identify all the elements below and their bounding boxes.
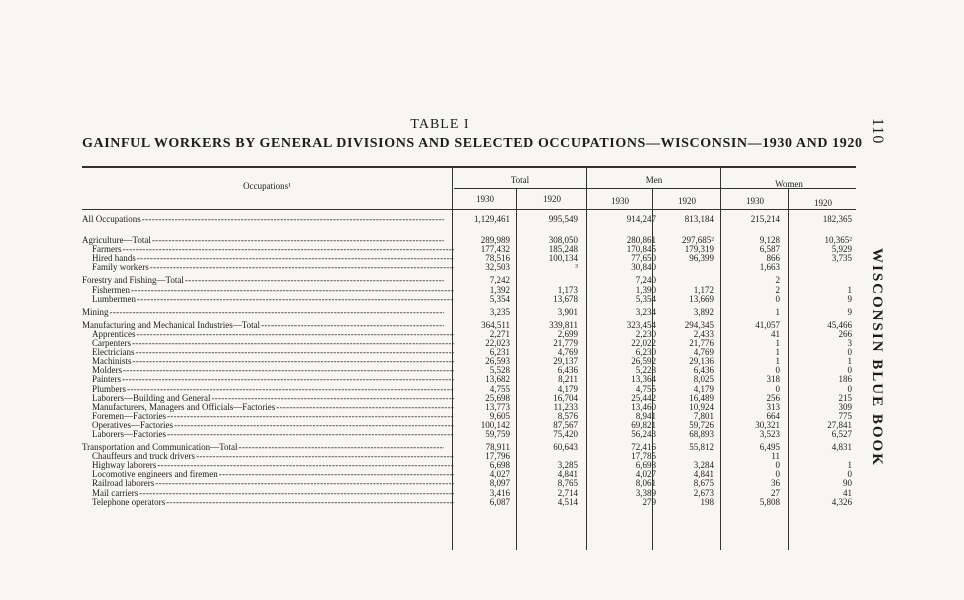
value-cell: 4,027: [635, 469, 656, 480]
value-cell: 3,901: [557, 306, 578, 317]
value-cell: 56,243: [631, 428, 656, 439]
table-row: [82, 385, 862, 394]
value-cell: 3,523: [759, 428, 780, 439]
table-row: [82, 375, 862, 384]
occupation-label: Electricians -----: [82, 348, 454, 357]
value-cell: 5,354: [635, 293, 656, 304]
value-cell: 17,796: [485, 451, 510, 462]
occupation-label: Agriculture—Total -----: [82, 236, 444, 245]
value-cell: 13,364: [631, 374, 656, 385]
table-row: [82, 489, 862, 498]
occupation-label: All Occupations -----: [82, 215, 444, 224]
value-cell: 3: [847, 338, 852, 349]
value-cell: 179,319: [684, 244, 714, 255]
table-row: [82, 403, 862, 412]
value-cell: 8,097: [489, 478, 510, 489]
value-cell: 0: [775, 460, 780, 471]
value-cell: 22,023: [485, 338, 510, 349]
value-cell: 3,284: [693, 460, 714, 471]
value-cell: 177,432: [480, 244, 510, 255]
value-cell: 90: [843, 478, 852, 489]
header-women: Women: [775, 179, 803, 189]
value-cell: 215,214: [750, 214, 780, 224]
table-title: GAINFUL WORKERS BY GENERAL DIVISIONS AND SELECTED OCCUPATIONS—WISCONSIN—1930 AND 1920: [82, 136, 863, 151]
occupation-label: Fishermen -----: [82, 286, 454, 295]
value-cell: 4,841: [557, 469, 578, 480]
value-cell: 5,929: [831, 244, 852, 255]
value-cell: 13,682: [485, 374, 510, 385]
value-cell: 41,057: [755, 319, 780, 330]
occupation-label: Highway laborers -----: [82, 461, 454, 470]
table-row: [82, 479, 862, 488]
occupation-label: Telephone operators -----: [82, 498, 454, 507]
value-cell: 13,678: [553, 293, 578, 304]
running-head: WISCONSIN BLUE BOOK: [869, 248, 885, 467]
header-year: 1930: [611, 196, 629, 206]
value-cell: 2,699: [557, 328, 578, 339]
value-cell: 5,228: [635, 365, 656, 376]
header-year: 1920: [814, 198, 832, 208]
value-cell: 16,489: [689, 392, 714, 403]
value-cell: 0: [775, 383, 780, 394]
value-cell: 30,321: [755, 419, 780, 430]
value-cell: 6,436: [557, 365, 578, 376]
value-cell: 185,248: [548, 244, 578, 255]
value-cell: 1,172: [693, 284, 714, 295]
value-cell: 25,698: [485, 392, 510, 403]
value-cell: 5,528: [489, 365, 510, 376]
value-cell: 8,025: [693, 374, 714, 385]
occupation-label: Laborers—Building and General -----: [82, 394, 454, 403]
value-cell: 1,173: [557, 284, 578, 295]
occupation-label: Transportation and Communication—Total -----: [82, 443, 444, 452]
value-cell: 4,755: [635, 383, 656, 394]
occupation-label: Apprentices -----: [82, 330, 454, 339]
table-row: [82, 321, 862, 330]
value-cell: 2,433: [693, 328, 714, 339]
table-row: [82, 286, 862, 295]
table-row: [82, 461, 862, 470]
value-cell: 6,230: [635, 347, 656, 358]
value-cell: 4,769: [693, 347, 714, 358]
value-cell: 0: [847, 383, 852, 394]
table-row: [82, 412, 862, 421]
value-cell: 5,354: [489, 293, 510, 304]
value-cell: 3,234: [635, 306, 656, 317]
value-cell: 29,137: [553, 356, 578, 367]
value-cell: 1: [775, 338, 780, 349]
value-cell: 8,941: [635, 410, 656, 421]
value-cell: 4,027: [489, 469, 510, 480]
value-cell: 3,235: [489, 306, 510, 317]
value-cell: 100,142: [480, 419, 510, 430]
value-cell: 9,128: [759, 235, 780, 246]
table-row: [82, 276, 862, 285]
table-row: [82, 263, 862, 272]
value-cell: 41: [843, 487, 852, 498]
occupation-label: Mail carriers -----: [82, 489, 454, 498]
value-cell: 2,230: [635, 328, 656, 339]
value-cell: 3,735: [831, 253, 852, 264]
value-cell: 3,892: [693, 306, 714, 317]
value-cell: 309: [838, 401, 852, 412]
value-cell: 3,389: [635, 487, 656, 498]
value-cell: 78,516: [485, 253, 510, 264]
header-total: Total: [510, 175, 530, 185]
value-cell: 7,801: [693, 410, 714, 421]
table-row: [82, 245, 862, 254]
value-cell: 9: [847, 293, 852, 304]
value-cell: 59,759: [485, 428, 510, 439]
value-cell: 27: [771, 487, 780, 498]
value-cell: 0: [847, 347, 852, 358]
header-men: Men: [645, 175, 663, 185]
value-cell: 5,808: [759, 496, 780, 507]
value-cell: 2: [775, 284, 780, 295]
value-cell: 100,134: [548, 253, 578, 264]
table-row: [82, 215, 862, 224]
value-cell: 995,549: [548, 214, 578, 224]
table-row: [82, 430, 862, 439]
value-cell: 186: [838, 374, 852, 385]
occupation-label: Machinists -----: [82, 357, 454, 366]
table-row: [82, 421, 862, 430]
value-cell: 1,390: [635, 284, 656, 295]
header-year: 1930: [476, 194, 494, 204]
table-row: [82, 366, 862, 375]
value-cell: 6,087: [489, 496, 510, 507]
header-top-rule: [82, 166, 856, 168]
value-cell: 59,726: [689, 419, 714, 430]
value-cell: 45,466: [827, 319, 852, 330]
value-cell: 7,240: [635, 275, 656, 286]
value-cell: 6,495: [759, 442, 780, 453]
value-cell: ³: [575, 262, 578, 273]
table-body: [82, 209, 862, 507]
value-cell: 7,242: [489, 275, 510, 286]
value-cell: 4,326: [831, 496, 852, 507]
value-cell: 21,776: [689, 338, 714, 349]
value-cell: 21,779: [553, 338, 578, 349]
table-row: [82, 330, 862, 339]
value-cell: 9: [847, 306, 852, 317]
occupation-label: Laborers—Factories -----: [82, 430, 454, 439]
value-cell: 26,592: [631, 356, 656, 367]
value-cell: 22,022: [631, 338, 656, 349]
occupation-label: Forestry and Fishing—Total -----: [82, 276, 444, 285]
value-cell: 8,576: [557, 410, 578, 421]
occupation-label: Molders -----: [82, 366, 454, 375]
value-cell: 11,233: [553, 401, 578, 412]
table-row: [82, 470, 862, 479]
value-cell: 279: [642, 496, 656, 507]
value-cell: 4,831: [831, 442, 852, 453]
occupation-label: Farmers -----: [82, 245, 454, 254]
value-cell: 69,821: [631, 419, 656, 430]
value-cell: 6,587: [759, 244, 780, 255]
value-cell: 29,136: [689, 356, 714, 367]
value-cell: 3,285: [557, 460, 578, 471]
page-number: 110: [869, 118, 886, 145]
value-cell: 26,593: [485, 356, 510, 367]
value-cell: 215: [838, 392, 852, 403]
value-cell: 25,442: [631, 392, 656, 403]
value-cell: 914,247: [626, 214, 656, 224]
value-cell: 775: [838, 410, 852, 421]
table-label: TABLE I: [410, 117, 470, 132]
header-year: 1920: [543, 194, 561, 204]
value-cell: 6,698: [635, 460, 656, 471]
occupation-label: Mining -----: [82, 308, 444, 317]
value-cell: 75,420: [553, 428, 578, 439]
value-cell: 1: [847, 284, 852, 295]
value-cell: 0: [775, 365, 780, 376]
value-cell: 2,271: [489, 328, 510, 339]
value-cell: 2,673: [693, 487, 714, 498]
value-cell: 664: [766, 410, 780, 421]
value-cell: 280,861: [626, 235, 656, 246]
table-row: [82, 236, 862, 245]
value-cell: 27,841: [827, 419, 852, 430]
value-cell: 313: [766, 401, 780, 412]
value-cell: 55,812: [689, 442, 714, 453]
value-cell: 78,911: [485, 442, 510, 453]
value-cell: 364,511: [481, 319, 510, 330]
table-row: [82, 452, 862, 461]
occupation-label: Operatives—Factories -----: [82, 421, 454, 430]
value-cell: 1,663: [759, 262, 780, 273]
value-cell: 41: [771, 328, 780, 339]
value-cell: 4,841: [693, 469, 714, 480]
occupation-label: Plumbers -----: [82, 385, 454, 394]
value-cell: 4,769: [557, 347, 578, 358]
value-cell: 2: [775, 275, 780, 286]
value-cell: 0: [775, 469, 780, 480]
value-cell: 318: [766, 374, 780, 385]
header-occupations: Occupations¹: [243, 181, 291, 191]
table-row: [82, 348, 862, 357]
value-cell: 77,650: [631, 253, 656, 264]
value-cell: 0: [775, 293, 780, 304]
value-cell: 4,179: [693, 383, 714, 394]
occupation-label: Locomotive engineers and firemen -----: [82, 470, 454, 479]
table-row: [82, 254, 862, 263]
value-cell: 10,924: [689, 401, 714, 412]
value-cell: 10,365²: [824, 235, 852, 246]
value-cell: 1: [775, 356, 780, 367]
value-cell: 3,416: [489, 487, 510, 498]
occupation-label: Manufacturers, Managers and Officials—Factories -----: [82, 403, 454, 412]
value-cell: 1,129,461: [474, 214, 510, 224]
table-row: [82, 357, 862, 366]
occupation-label: Family workers -----: [82, 263, 454, 272]
value-cell: 0: [847, 469, 852, 480]
table-row: [82, 339, 862, 348]
table-row: [82, 394, 862, 403]
value-cell: 8,765: [557, 478, 578, 489]
value-cell: 308,050: [548, 235, 578, 246]
occupation-label: Hired hands -----: [82, 254, 454, 263]
value-cell: 4,514: [557, 496, 578, 507]
occupation-label: Lumbermen -----: [82, 295, 454, 304]
value-cell: 13,460: [631, 401, 656, 412]
value-cell: 17,785: [631, 451, 656, 462]
value-cell: 866: [766, 253, 780, 264]
value-cell: 1: [775, 347, 780, 358]
occupation-label: Painters -----: [82, 375, 454, 384]
value-cell: 11: [771, 451, 780, 462]
value-cell: 6,698: [489, 460, 510, 471]
value-cell: 266: [838, 328, 852, 339]
value-cell: 6,231: [489, 347, 510, 358]
table-row: [82, 498, 862, 507]
value-cell: 2,714: [557, 487, 578, 498]
value-cell: 30,840: [631, 262, 656, 273]
value-cell: 170,845: [626, 244, 656, 255]
value-cell: 4,755: [489, 383, 510, 394]
value-cell: 1: [847, 356, 852, 367]
value-cell: 32,503: [485, 262, 510, 273]
value-cell: 256: [766, 392, 780, 403]
value-cell: 96,399: [689, 253, 714, 264]
occupation-label: Chauffeurs and truck drivers -----: [82, 452, 454, 461]
value-cell: 1: [775, 306, 780, 317]
occupation-label: Foremen—Factories -----: [82, 412, 454, 421]
value-cell: 182,365: [822, 214, 852, 224]
value-cell: 813,184: [684, 214, 714, 224]
value-cell: 1: [847, 460, 852, 471]
occupation-label: Carpenters -----: [82, 339, 454, 348]
value-cell: 198: [700, 496, 714, 507]
value-cell: 8,211: [558, 374, 578, 385]
value-cell: 8,675: [693, 478, 714, 489]
value-cell: 289,989: [480, 235, 510, 246]
value-cell: 323,454: [626, 319, 656, 330]
value-cell: 60,643: [553, 442, 578, 453]
table-row: [82, 443, 862, 452]
value-cell: 8,061: [635, 478, 656, 489]
header-year: 1920: [678, 196, 696, 206]
value-cell: 16,704: [553, 392, 578, 403]
occupation-label: Manufacturing and Mechanical Industries—Total -----: [82, 321, 444, 330]
value-cell: 294,345: [684, 319, 714, 330]
value-cell: 36: [771, 478, 780, 489]
value-cell: 87,567: [553, 419, 578, 430]
value-cell: 297,685²: [682, 235, 714, 246]
table-row: [82, 308, 862, 317]
value-cell: 339,811: [549, 319, 578, 330]
header-year: 1930: [746, 196, 764, 206]
occupation-label: Railroad laborers -----: [82, 479, 454, 488]
table-row: [82, 295, 862, 304]
value-cell: 4,179: [557, 383, 578, 394]
value-cell: 13,773: [485, 401, 510, 412]
value-cell: 6,436: [693, 365, 714, 376]
value-cell: 6,527: [831, 428, 852, 439]
value-cell: 0: [847, 365, 852, 376]
value-cell: 13,669: [689, 293, 714, 304]
value-cell: 72,416: [631, 442, 656, 453]
value-cell: 68,893: [689, 428, 714, 439]
value-cell: 1,392: [489, 284, 510, 295]
value-cell: 9,605: [489, 410, 510, 421]
